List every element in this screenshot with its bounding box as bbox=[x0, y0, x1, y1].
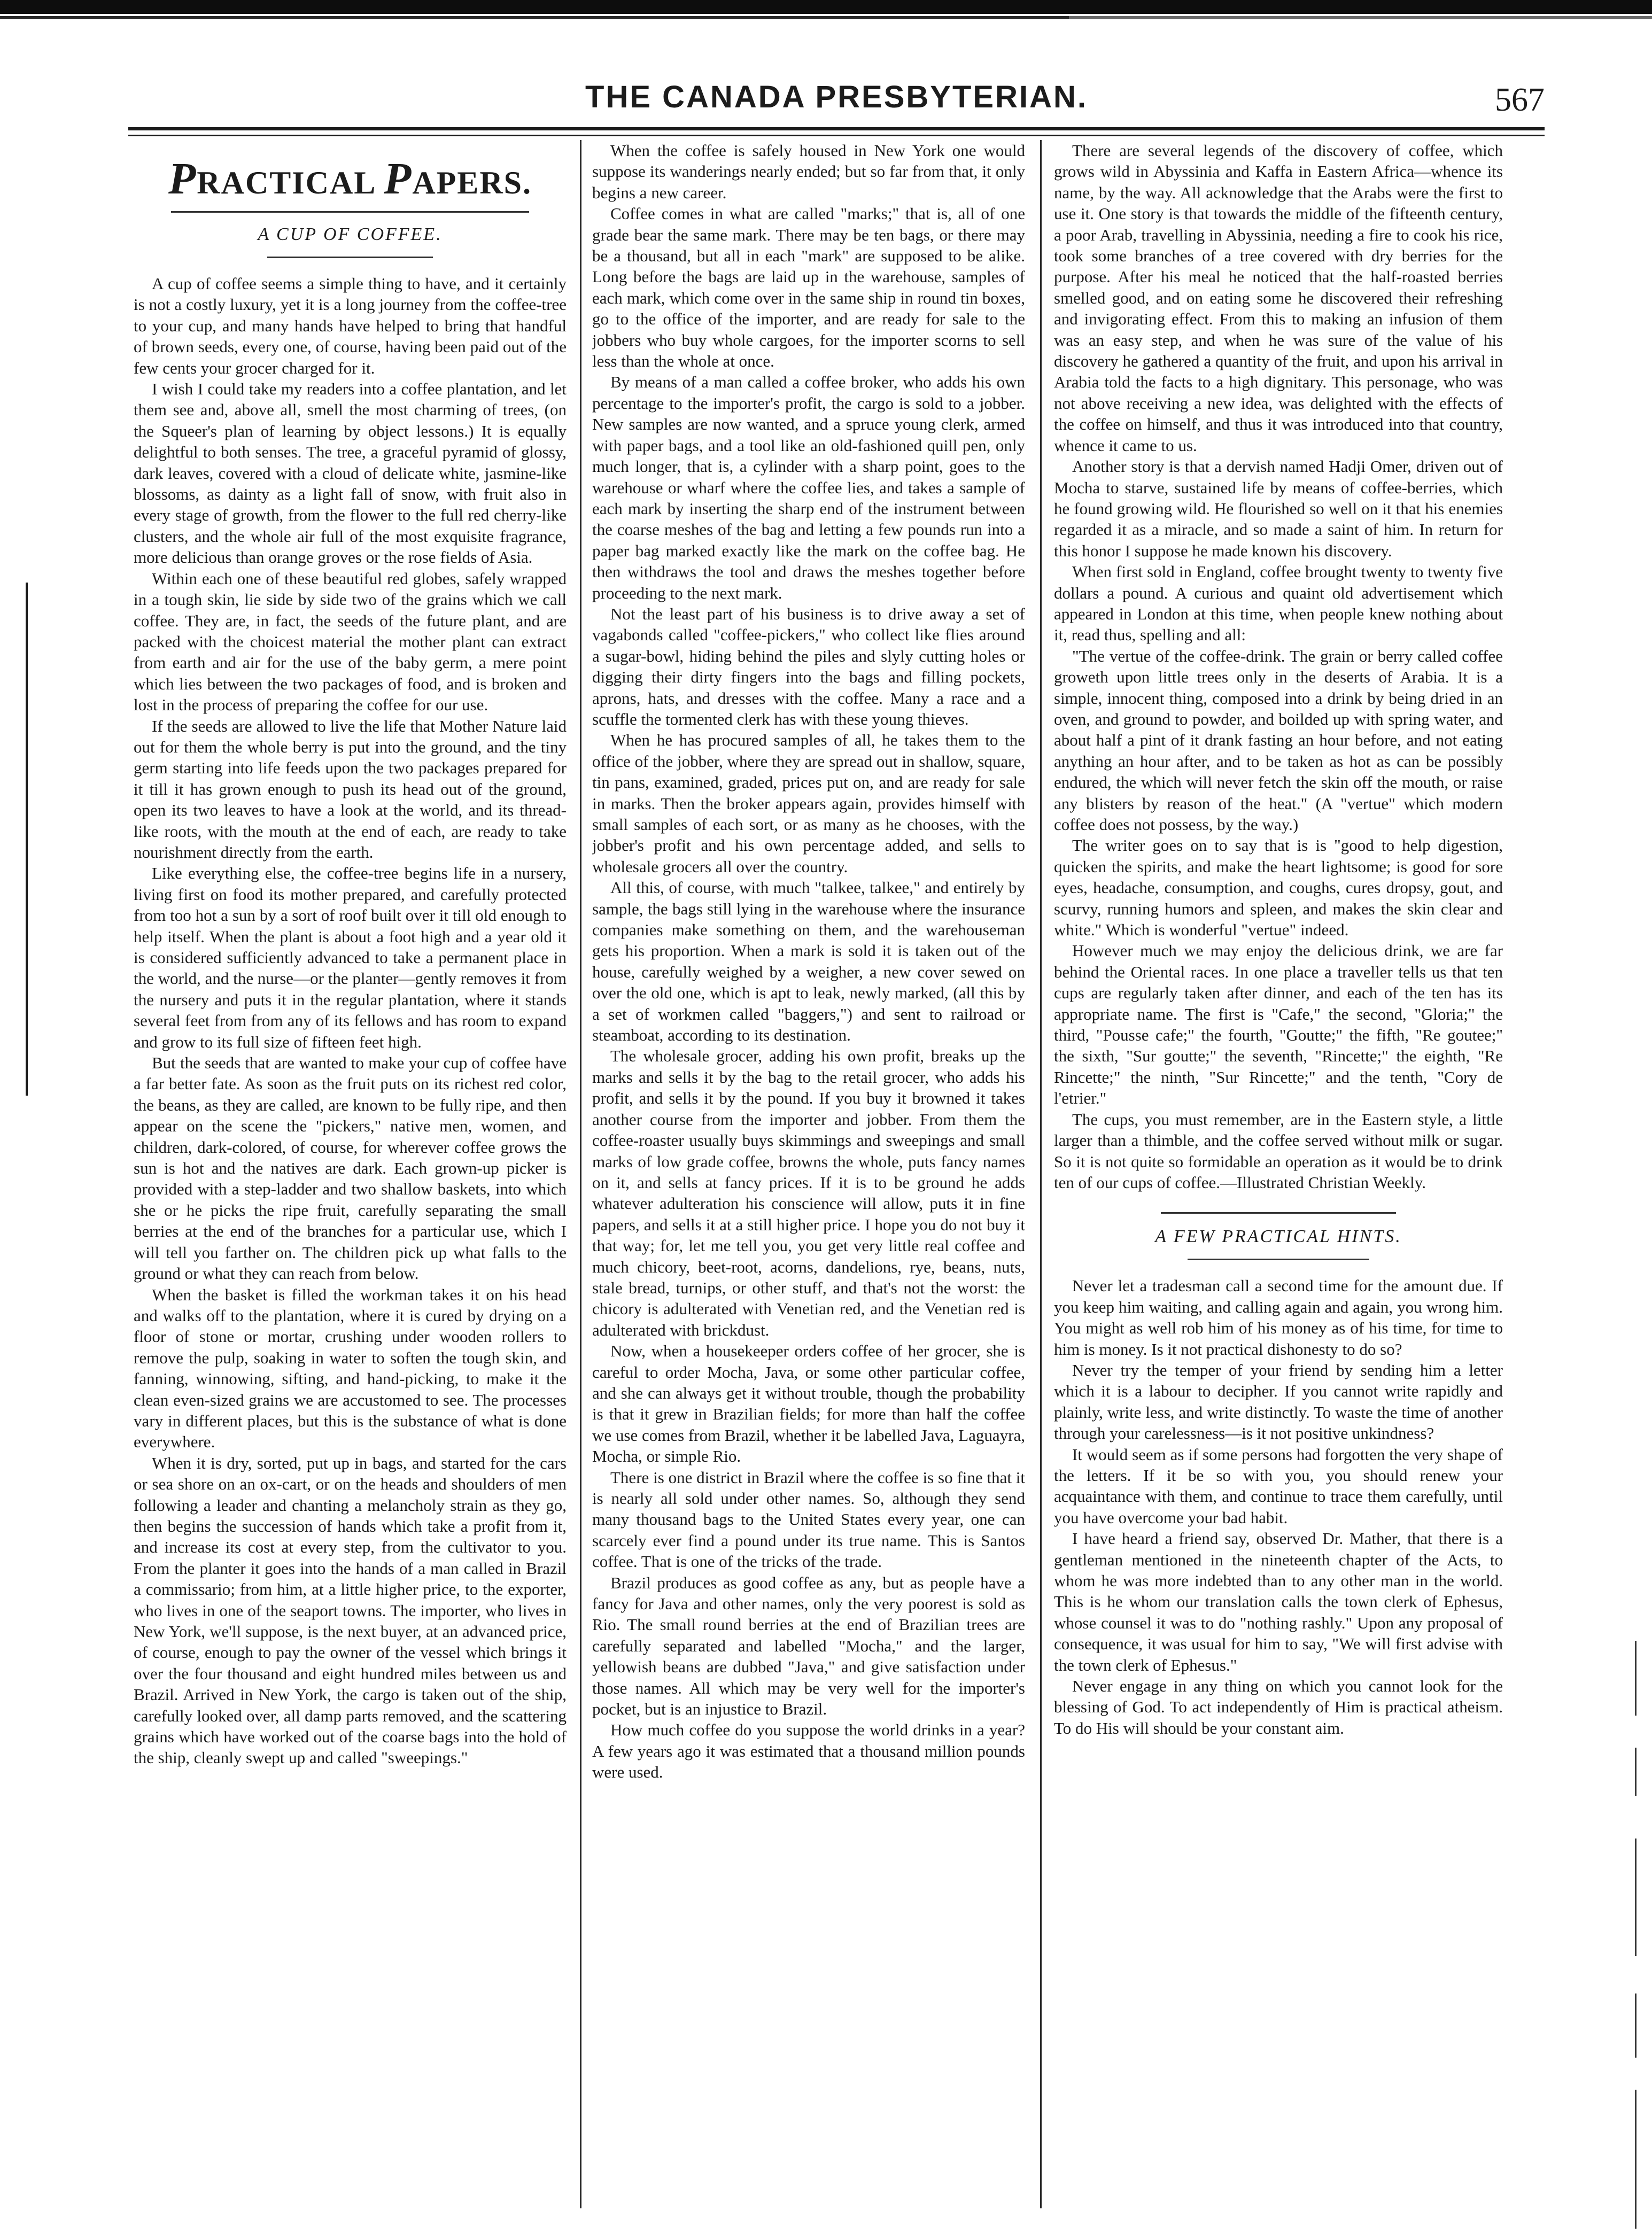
paragraph: The cups, you must remember, are in the Eastern style, a little larger than a thimble, and the coffee served without milk or sugar. So it is not quite so formidable an operation as it would be to drink ten of our cups of coffee.—Illustrated Christian Weekly. bbox=[1054, 1110, 1503, 1192]
paragraph: By means of a man called a coffee broker, who adds his own percentage to the importer's profit, the cargo is sold to a jobber. New samples are now wanted, and a spruce young clerk, armed with paper bags, and a tool like an old-fashioned quill pen, only much longer, that is, a cylinder with a sharp point, goes to the warehouse or wharf where the coffee lies, and takes a sample of each mark by inserting the sharp end of the instrument between the coarse meshes of the bag and letting a few pounds run into a paper bag marked exactly like the mark on the coffee bag. He then withdraws the tool and draws the meshes together before proceeding to the next mark. bbox=[592, 373, 1025, 602]
article-divider-rule bbox=[1161, 1212, 1396, 1214]
paragraph: I wish I could take my readers into a coffee plantation, and let them see and, above all, smell the most charming of trees, (on the Squeer's plan of learning by object lessons.) It is equally delightful to both senses. The tree, a graceful pyramid of glossy, dark leaves, covered with a cloud of delicate white, jasmine-like blossoms, as dainty as a light fall of snow, with fruit also in every stage of growth, from the flower to the full red cherry-like clusters, and the whole air full of the most exquisite fragrance, more delicious than orange groves or the rose fields of Asia. bbox=[134, 379, 567, 567]
edge-mark bbox=[1635, 1748, 1637, 1796]
paragraph: All this, of course, with much "talkee, talkee," and entirely by sample, the bags still lying in the warehouse where the insurance companies make something on them, and the warehouseman gets his proportion. When a mark is sold it is taken out of the house, carefully weighed by a weigher, a new cover sewed on over the old one, which is apt to leak, newly marked, (all this by a set of workmen called "baggers,") and sent to railroad or steamboat, according to its destination. bbox=[592, 878, 1025, 1045]
paragraph: How much coffee do you suppose the world drinks in a year? A few years ago it was estimated that a thousand million pounds were used. bbox=[592, 1720, 1025, 1782]
paragraph: Brazil produces as good coffee as any, but as people have a fancy for Java and other names, only the very poorest is sold as Rio. The small round berries at the end of Brazilian trees are carefully separated and labelled "Mocha," and the larger, yellowish beans are dubbed "Java," and give satisfaction under those names. All which may be very well for the importer's pocket, but is an injustice to Brazil. bbox=[592, 1573, 1025, 1719]
section-heading-word-1: RACTICAL bbox=[197, 165, 384, 200]
paragraph: It would seem as if some persons had forgotten the very shape of the letters. If it be so with you, you should renew your acquaintance with them, and continue to trace them carefully, until you have overcome your bad habit. bbox=[1054, 1445, 1503, 1527]
top-border-rule bbox=[0, 0, 1652, 14]
paragraph: When it is dry, sorted, put up in bags, and started for the cars or sea shore on an ox-cart, or on the heads and shoulders of men following a leader and chanting a melancholy strain as they go, then begins the succession of hands which take a profit from it, and increase its cost at every step, from the cultivator to you. From the planter it goes into the hands of a man called in Brazil a commissario; from him, at a little higher price, to the exporter, who lives in one of the seaport towns. The importer, who lives in New York, we'll suppose, is the next buyer, at an advanced price, of course, enough to pay the owner of the vessel which brings it over the four thousand and eight hundred miles between us and Brazil. Arrived in New York, the cargo is taken out of the ship, carefully looked over, all damp parts removed, and the scattering grains which have worked out of the coarse bags into the hold of the ship, cleanly swept up and called "sweepings." bbox=[134, 1453, 567, 1767]
column-3 bbox=[1054, 140, 1503, 2208]
running-header bbox=[128, 79, 1545, 128]
paragraph: "The vertue of the coffee-drink. The grain or berry called coffee groweth upon little trees only in the deserts of Arabia. It is a simple, innocent thing, composed into a drink by being dried in an oven, and ground to powder, and boilded up with spring water, and about half a pint of it drank fasting an hour before, and not eating anything an hour after, and to be taken as hot as can be possibly endured, the which will never fetch the skin off the mouth, or raise any blisters by reason of the heat." (A "vertue" which modern coffee does not possess, by the way.) bbox=[1054, 646, 1503, 834]
edge-mark bbox=[1635, 1839, 1637, 1956]
section-heading-initial-2: P bbox=[384, 154, 413, 204]
paragraph: I have heard a friend say, observed Dr. Mather, that there is a gentleman mentioned in the nineteenth chapter of the Acts, to whom he was more indebted than to any other man in the world. This is he whom our translation calls the town clerk of Ephesus, whose counsel it was to do "nothing rashly." Upon any proposal of consequence, it was usual for him to say, "We will first advise with the town clerk of Ephesus." bbox=[1054, 1529, 1503, 1674]
column-divider-1 bbox=[580, 140, 581, 2208]
paragraph: Like everything else, the coffee-tree begins life in a nursery, living first on food its mother prepared, and carefully protected from too hot a sun by a sort of roof built over it till old enough to help itself. When the plant is about a foot high and a year old it is considered sufficiently advanced to take a permanent place in the world, and the nurse—or the planter—gently removes it from the nursery and puts it in the regular plantation, where it stands several feet from from any of its fellows and has room to expand and grow to its full size of fifteen feet high. bbox=[134, 864, 567, 1051]
section-heading bbox=[134, 153, 567, 205]
paragraph: A cup of coffee seems a simple thing to have, and it certainly is not a costly luxury, yet it is a long journey from the coffee-tree to your cup, and many hands have helped to bring that handful of brown seeds, every one, of course, having been paid out of the few cents your grocer charged for it. bbox=[134, 274, 567, 377]
paragraph: There is one district in Brazil where the coffee is so fine that it is nearly all sold under other names. So, although they send many thousand bags to the United States every year, one can scarcely ever find a pound under its true name. This is Santos coffee. That is one of the tricks of the trade. bbox=[592, 1468, 1025, 1571]
paragraph: When the basket is filled the workman takes it on his head and walks off to the plantation, where it is cured by drying on a floor of stone or mortar, crushing under wooden rollers to remove the pulp, soaking in water to soften the tough skin, and fanning, winnowing, sifting, and hand-picking, to make it the clean even-sized grains we are accustomed to see. The processes vary in different places, but this is the substance of what is done everywhere. bbox=[134, 1285, 567, 1452]
edge-mark bbox=[1635, 2090, 1637, 2229]
header-rule-thin bbox=[128, 135, 1545, 136]
paragraph: Never try the temper of your friend by sending him a letter which it is a labour to decipher. If you cannot write rapidly and plainly, write less, and write distinctly. To waste the time of another through your carelessness—is it not positive unkindness? bbox=[1054, 1360, 1503, 1443]
paragraph: When he has procured samples of all, he takes them to the office of the jobber, where they are spread out in shallow, square, tin pans, examined, graded, prices put on, and are ready for sale in marks. Then the broker appears again, provides himself with small samples of each sort, or as many as he chooses, with the jobber's profit and his own percentage added, and sells to wholesale grocers all over the country. bbox=[592, 731, 1025, 876]
margin-mark bbox=[26, 583, 28, 1096]
paragraph: Never engage in any thing on which you cannot look for the blessing of God. To act independently of Him is practical atheism. To do His will should be your constant aim. bbox=[1054, 1677, 1503, 1737]
page-number: 567 bbox=[1495, 82, 1545, 118]
paragraph: However much we may enjoy the delicious drink, we are far behind the Oriental races. In one place a traveller tells us that ten cups are regularly taken after dinner, and each of the ten has its appropriate name. The first is "Cafe," the second, "Gloria;" the third, "Pousse cafe;" the fourth, "Goutte;" the fifth, "Re goutee;" the sixth, "Sur goutte;" the seventh, "Rincette;" the eighth, "Re Rincette;" the ninth, "Sur Rincette;" and the tenth, "Cory de l'etrier." bbox=[1054, 941, 1503, 1108]
edge-mark bbox=[1635, 1993, 1637, 2058]
top-border-rule-thin bbox=[1069, 16, 1652, 19]
paragraph: There are several legends of the discovery of coffee, which grows wild in Abyssinia and Kaffa in Eastern Africa—whence its name, by the way. All acknowledge that the Arabs were the first to use it. One story is that towards the middle of the fifteenth century, a poor Arab, travelling in Abyssinia, needing a fire to cook his rice, took some branches of a tree covered with dry berries for the purpose. After his meal he noticed that the half-roasted berries smelled good, and on eating some he discovered their refreshing and invigorating effect. From this to making an infusion of them was an easy step, and when he was sure of the value of his discovery he gathered a quantity of the fruit, and upon his arrival in Arabia told the facts to a high dignitary. This personage, who was not above receiving a new idea, was delighted with the effects of the coffee on himself, and thus it was introduced into that country, whence it came to us. bbox=[1054, 141, 1503, 455]
article-title: A CUP OF COFFEE. bbox=[258, 224, 443, 244]
paragraph: But the seeds that are wanted to make your cup of coffee have a far better fate. As soon as the fruit puts on its richest red color, the beans, as they are called, are known to be fully ripe, and then appear on the scene the "pickers," native men, women, and children, dark-colored, of course, for wherever coffee grows the sun is hot and the natives are dark. Each grown-up picker is provided with a step-ladder and two shallow baskets, into which she or he picks the ripe fruit, carefully separating the small berries at the end of the branches for a particular use, which I will tell you farther on. The children pick up what falls to the ground or what they can reach from below. bbox=[134, 1053, 567, 1283]
section-heading-rule bbox=[171, 211, 529, 213]
column-1 bbox=[134, 140, 567, 2208]
paragraph: The wholesale grocer, adding his own profit, breaks up the marks and sells it by the bag to the retail grocer, who adds his profit, and sells it by the pound. If you buy it browned it takes another course from the importer and jobber. From them the coffee-roaster usually buys skimmings and sweepings and small marks of low grade coffee, browns the whole, puts fancy names on it, and sells at fancy prices. If it is to be ground he adds whatever adulteration his conscience will allow, puts it in fine papers, and sells it at a still higher price. I hope you do not buy it that way; for, let me tell you, you get very little real coffee and much chicory, beet-root, acorns, dandelions, rye, beans, nuts, stale bread, turnips, or other stuff, and that's not the worst: the chicory is adulterated with Venetian red, and the Venetian red is adulterated with brickdust. bbox=[592, 1046, 1025, 1339]
paragraph: When the coffee is safely housed in New York one would suppose its wanderings nearly ended; but so far from that, it only begins a new career. bbox=[592, 141, 1025, 202]
article-title-rule bbox=[1188, 1259, 1369, 1260]
paragraph: Never let a tradesman call a second time for the amount due. If you keep him waiting, and calling again and again, you wrong him. You might as well rob him of his money as of his time, for time to him is money. Is it not practical dishonesty to do so? bbox=[1054, 1276, 1503, 1359]
page-edge-marks bbox=[1620, 1630, 1652, 2218]
section-heading-word-2: APERS. bbox=[412, 165, 532, 200]
section-heading-initial-1: P bbox=[168, 154, 197, 204]
column-divider-2 bbox=[1040, 140, 1042, 2208]
paragraph: Coffee comes in what are called "marks;" that is, all of one grade bear the same mark. There may be ten bags, or there may be a thousand, but all in each "mark" are supposed to be alike. Long before the bags are laid up in the warehouse, samples of each mark, which come over in the same ship in round tin boxes, go to the office of the importer, and are ready for sale to the jobbers who buy whole cargoes, for the importer scorns to sell less than the whole at once. bbox=[592, 204, 1025, 371]
paragraph: Within each one of these beautiful red globes, safely wrapped in a tough skin, lie side by side two of the grains which we call coffee. They are, in fact, the seeds of the future plant, and are packed with the choicest material the mother plant can extract from earth and air for the use of the baby germ, a mere point which lies between the two packages of food, and is broken and lost in the process of preparing the coffee for our use. bbox=[134, 569, 567, 715]
paragraph: The writer goes on to say that is is "good to help digestion, quicken the spirits, and make the heart lightsome; is good for sore eyes, headache, consumption, and coughs, cures dropsy, gout, and scurvy, running humors and spleen, and makes the skin clear and white." Which is wonderful "vertue" indeed. bbox=[1054, 836, 1503, 940]
edge-mark bbox=[1635, 1641, 1637, 1716]
paragraph: If the seeds are allowed to live the life that Mother Nature laid out for them the whole berry is put into the ground, and the tiny germ starting into life feeds upon the two packages prepared for it till it has grown enough to push its head out of the ground, open its two leaves to have a look at the world, and its thread-like roots, with the mouth at the end of each, are ready to take nourishment directly from the earth. bbox=[134, 716, 567, 862]
paragraph: Now, when a housekeeper orders coffee of her grocer, she is careful to order Mocha, Java, or some other particular coffee, and she can always get it without trouble, though the probability is that it grew in Brazilian fields; for more than half the coffee we use comes from Brazil, whether it be labelled Java, Laguayra, Mocha, or simple Rio. bbox=[592, 1341, 1025, 1466]
column-2 bbox=[592, 140, 1025, 2208]
paragraph: Not the least part of his business is to drive away a set of vagabonds called "coffee-pickers," who collect like flies around a sugar-bowl, hiding behind the piles and slyly cutting holes or digging their dirty fingers into the bags and filling pockets, aprons, hats, and dresses with the coffee. Many a race and a scuffle the tormented clerk has with these young thieves. bbox=[592, 604, 1025, 728]
article-title: A FEW PRACTICAL HINTS. bbox=[1155, 1227, 1402, 1247]
top-border-rule-lower bbox=[0, 16, 1069, 19]
paragraph: Another story is that a dervish named Hadji Omer, driven out of Mocha to starve, sustained life by means of coffee-berries, which he found growing wild. He flourished so well on it that his enemies regarded it as a miracle, and so made a saint of him. In return for this honor I suppose he made known his discovery. bbox=[1054, 457, 1503, 560]
article-title-rule bbox=[267, 257, 433, 258]
paragraph: When first sold in England, coffee brought twenty to twenty five dollars a pound. A curious and quaint old advertisement which appeared in London at this time, when people knew nothing about it, read thus, spelling and all: bbox=[1054, 562, 1503, 645]
publication-title: THE CANADA PRESBYTERIAN. bbox=[585, 80, 1088, 114]
header-rule-thick bbox=[128, 127, 1545, 130]
